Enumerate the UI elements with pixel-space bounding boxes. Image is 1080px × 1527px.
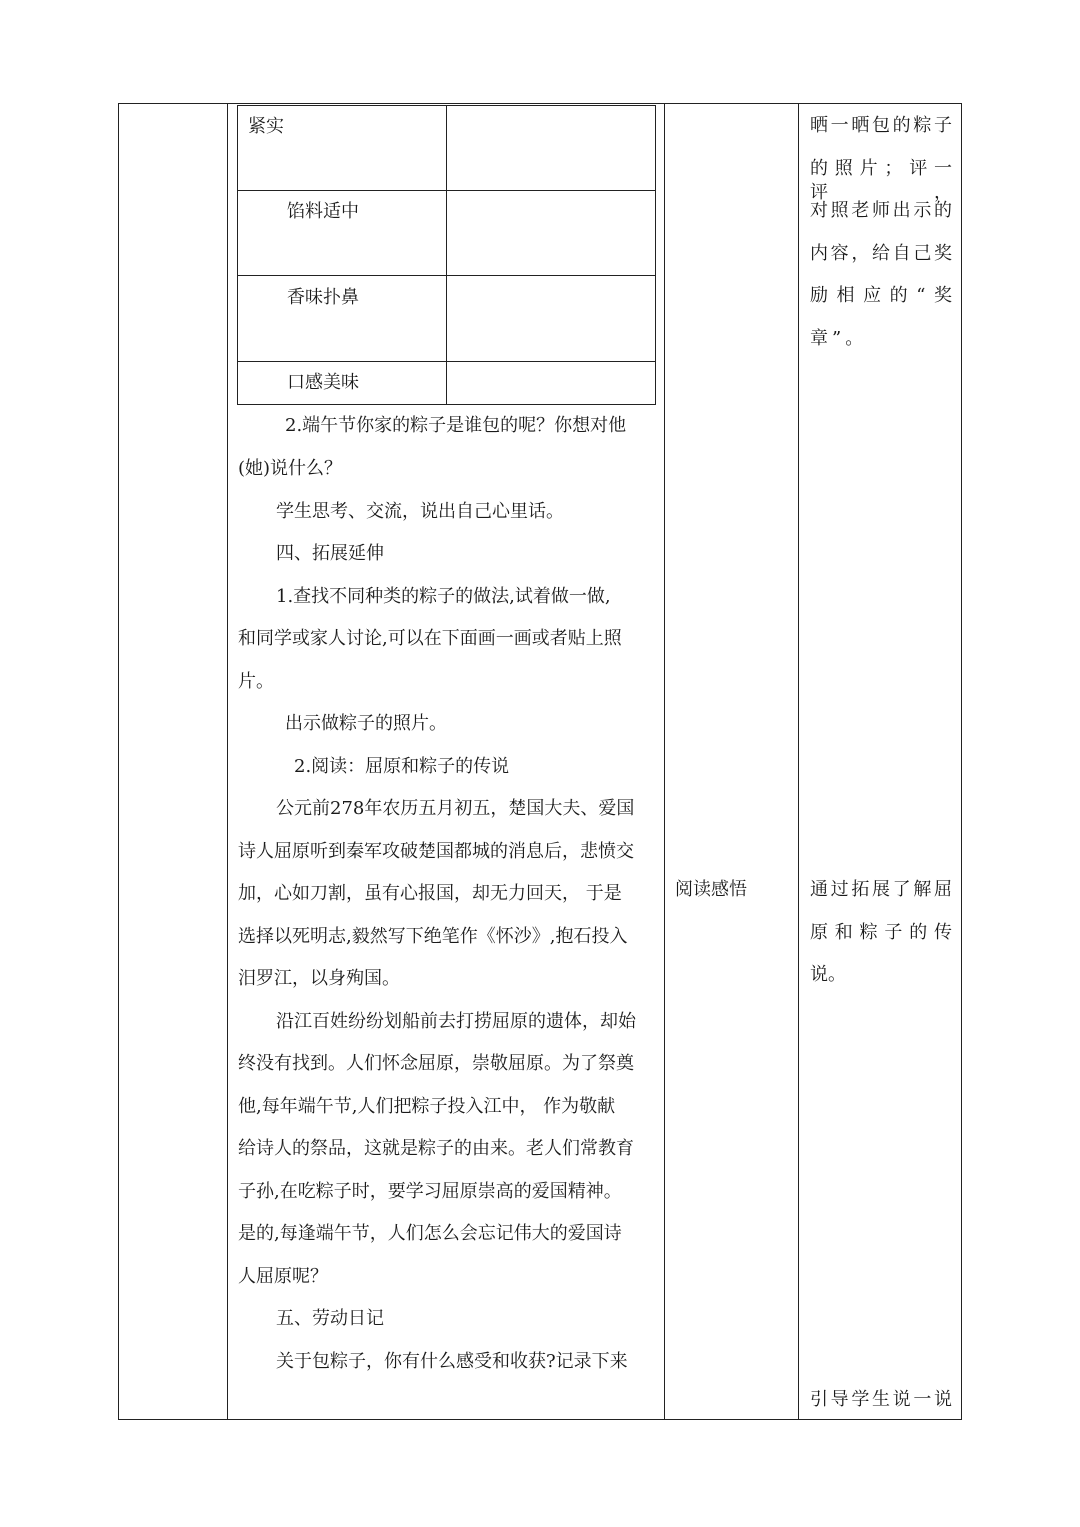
intent-line: 的照片；评一评，: [810, 158, 952, 203]
content-line: 汨罗江，以身殉国。: [238, 968, 400, 989]
table-col-line-4: [961, 103, 962, 1420]
table-col-line-0: [118, 103, 119, 1420]
intent-line: 说。: [810, 964, 846, 985]
content-line: 终没有找到。人们怀念屈原，崇敬屈原。为了祭奠: [238, 1053, 634, 1074]
content-line: 人屈原呢？: [238, 1266, 328, 1287]
section-heading: 四、拓展延伸: [276, 543, 384, 564]
rating-table-line: [237, 105, 238, 405]
content-line: 诗人屈原听到秦军攻破楚国都城的消息后，悲愤交: [238, 841, 634, 862]
content-line: 子孙,在吃粽子时，要学习屈原崇高的爱国精神。: [238, 1181, 622, 1202]
intent-line: 内容，给自己奖: [810, 243, 952, 264]
rating-row-label: 香味扑鼻: [287, 287, 359, 308]
content-line: 是的,每逢端午节，人们怎么会忘记伟大的爱国诗: [238, 1223, 622, 1244]
intent-line: 章”。: [810, 328, 868, 349]
content-line: 片。: [238, 671, 274, 692]
rating-row-label: 紧实: [248, 116, 284, 137]
intent-line: 原和粽子的传: [810, 922, 952, 943]
intent-line: 晒一晒包的粽子: [810, 115, 952, 136]
table-col-line-3: [798, 103, 799, 1420]
table-col-line-1: [227, 103, 228, 1420]
content-line: 他,每年端午节,人们把粽子投入江中， 作为敬献: [238, 1096, 616, 1117]
content-line: 和同学或家人讨论,可以在下面画一画或者贴上照: [238, 628, 622, 649]
rating-table-line: [446, 105, 447, 405]
student-activity-text: 阅读感悟: [675, 879, 747, 900]
intent-line: 引导学生说一说: [810, 1389, 952, 1410]
intent-line: 对照老师出示的: [810, 200, 952, 221]
content-line: 出示做粽子的照片。: [285, 713, 447, 734]
table-col-line-2: [664, 103, 665, 1420]
content-line: 加，心如刀割，虽有心报国，却无力回天， 于是: [238, 883, 622, 904]
rating-row-label: 口感美味: [287, 372, 359, 393]
rating-row-label: 馅料适中: [287, 201, 359, 222]
content-line: 关于包粽子，你有什么感受和收获?记录下来: [276, 1351, 628, 1372]
content-line: 给诗人的祭品，这就是粽子的由来。老人们常教育: [238, 1138, 634, 1159]
rating-table-line: [655, 105, 656, 405]
content-line: 1.查找不同种类的粽子的做法,试着做一做,: [276, 586, 611, 607]
content-line: 选择以死明志,毅然写下绝笔作《怀沙》,抱石投入: [238, 926, 628, 947]
content-line: 沿江百姓纷纷划船前去打捞屈原的遗体，却始: [276, 1011, 636, 1032]
content-line: 公元前278年农历五月初五，楚国大夫、爱国: [276, 798, 635, 819]
content-line: 学生思考、交流，说出自己心里话。: [276, 501, 564, 522]
intent-line: 励相应的“奖: [810, 285, 952, 306]
content-line: 2.阅读：屈原和粽子的传说: [294, 756, 510, 777]
intent-line: 通过拓展了解屈: [810, 879, 952, 900]
content-line: (她)说什么？: [238, 458, 343, 479]
table-bottom-border: [118, 1419, 962, 1420]
content-line: 2.端午节你家的粽子是谁包的呢？你想对他: [285, 415, 627, 436]
table-top-border: [118, 103, 962, 104]
section-heading: 五、劳动日记: [276, 1308, 384, 1329]
